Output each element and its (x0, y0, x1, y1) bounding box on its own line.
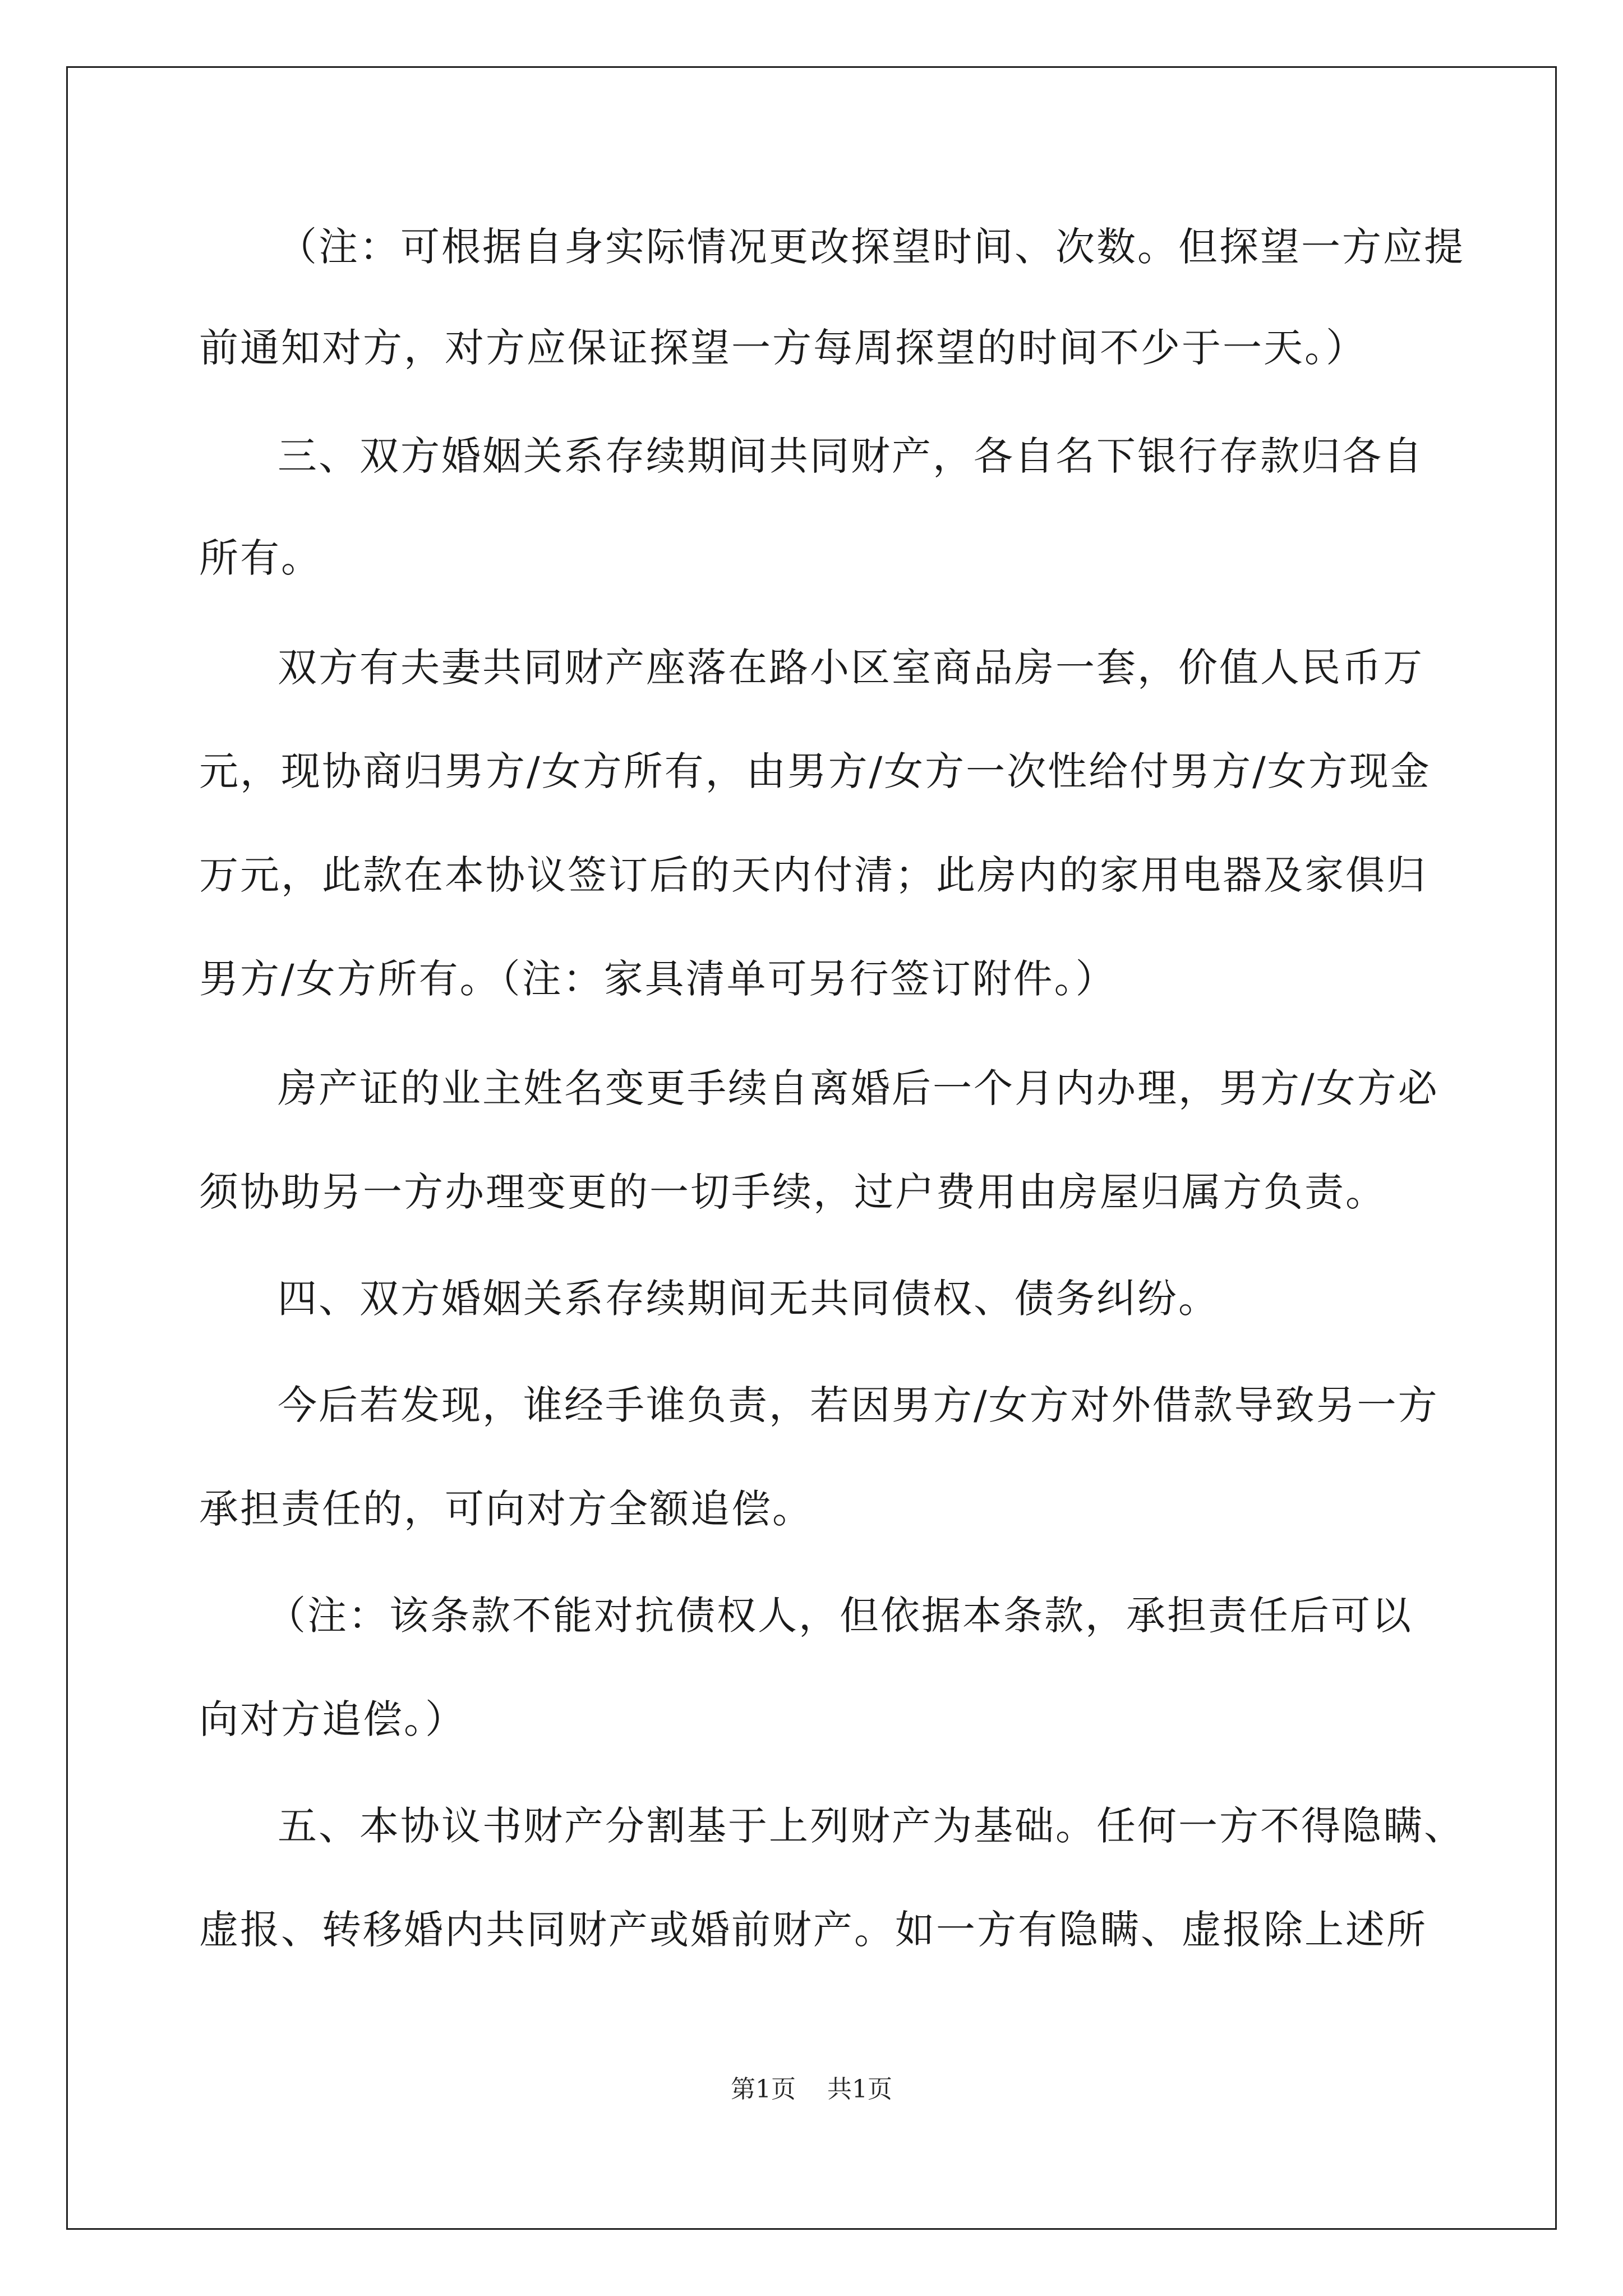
text-line: 万元，此款在本协议签订后的天内付清；此房内的家用电器及家俱归 (199, 852, 1427, 898)
text-line: 前通知对方，对方应保证探望一方每周探望的时间不少于一天。） (199, 325, 1367, 371)
text-line: 今后若发现，谁经手谁负责，若因男方/女方对外借款导致另一方 (278, 1382, 1439, 1428)
text-line: 虚报、转移婚内共同财产或婚前财产。如一方有隐瞒、虚报除上述所 (199, 1907, 1427, 1953)
text-line: 男方/女方所有。（注：家具清单可另行签订附件。） (199, 956, 1117, 1002)
text-line: 五、本协议书财产分割基于上列财产为基础。任何一方不得隐瞒、 (278, 1803, 1465, 1849)
text-line: 四、双方婚姻关系存续期间无共同债权、债务纠纷。 (278, 1276, 1219, 1322)
text-line: 须协助另一方办理变更的一切手续，过户费用由房屋归属方负责。 (199, 1169, 1386, 1215)
text-line: 向对方追偿。） (199, 1696, 466, 1742)
text-line: 承担责任的，可向对方全额追偿。 (199, 1486, 813, 1532)
text-line: 三、双方婚姻关系存续期间共同财产，各自名下银行存款归各自 (278, 433, 1424, 479)
text-line: 双方有夫妻共同财产座落在路小区室商品房一套，价值人民币万 (278, 645, 1424, 691)
text-line: 房产证的业主姓名变更手续自离婚后一个月内办理，男方/女方必 (278, 1065, 1439, 1111)
text-line: （注：该条款不能对抗债权人，但依据本条款，承担责任后可以 (266, 1593, 1413, 1639)
page-number-footer: 第1页 共1页 (731, 2075, 892, 2104)
text-line: 元，现协商归男方/女方所有，由男方/女方一次性给付男方/女方现金 (199, 748, 1431, 794)
text-line: 所有。 (199, 535, 322, 581)
text-line: （注：可根据自身实际情况更改探望时间、次数。但探望一方应提 (278, 224, 1465, 270)
